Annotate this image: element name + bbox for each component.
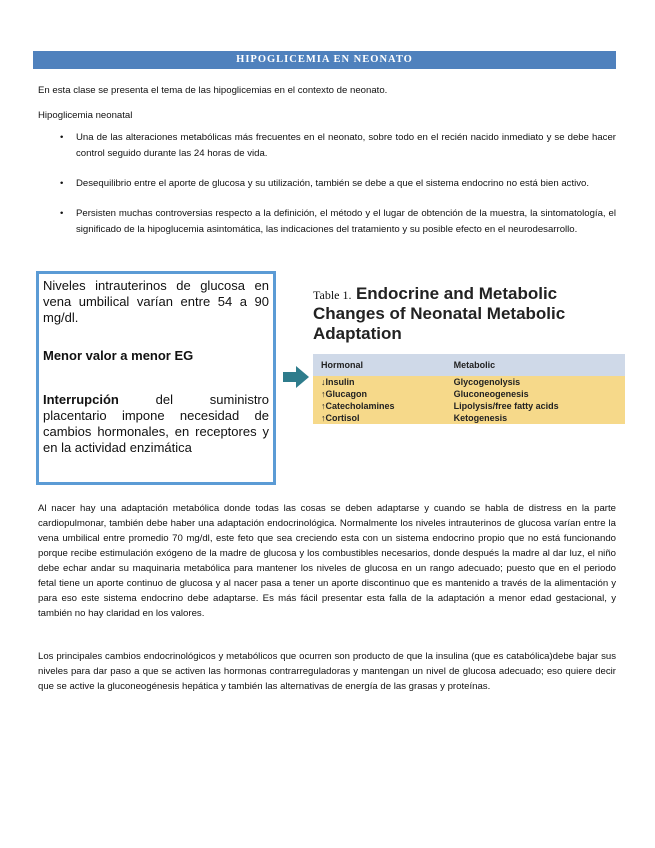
table-row: ↓Insulin Glycogenolysis [313,376,625,388]
bullet-list [38,130,616,252]
intro-text: En esta clase se presenta el tema de las hipoglicemias en el contexto de neonato. [38,85,388,96]
table-header-metabolic: Metabolic [446,354,625,376]
body-paragraph-adaptation: Al nacer hay una adaptación metabólica donde todas las cosas se deben adaptarse y cuando se habla de distress en la parte cardiopulmonar, también debe haber una adaptación endocrinológica. Normalmente los niveles intrauterinos de glucosa varían entre la vena umbilical entre promedio 70 mg/dl, este feto que sea creciendo esta con un sistema endocrino propio que no está funcionando porque recibe estimulación exógeno de la madre de glucosa y los combustibles necesarios, donde después la madre al dar luz, el niño debe echar andar su maquinaria metabólica para mantener los niveles de glucosa en un rango adecuado; puesto que en el periodo fetal tiene un aporte continuo de glucosa y al nacer pasa a tener un aporte discontinuo que es mantenido a través de la alimentación y para eso este sistema endocrino debe adaptarse. Es más fácil presentar esta falla de la adaptación a menor edad gestacional, y también no hay claridad en los valores. [38,503,616,619]
bullet-item: • Persisten muchas controversias respecto a la definición, el método y el lugar de obtención de la muestra, la sintomatología, el significado de la hipoglucemia asintomática, las indicaciones del tratamiento y su posible efecto en el neurodesarrollo. [60,208,616,235]
bullet-item: • Una de las alteraciones metabólicas más frecuentes en el neonato, sobre todo en el recién nacido inmediato y se debe hacer control seguido durante las 24 horas de vida. [60,132,616,159]
slide-lower-ga: Menor valor a menor EG [43,348,194,363]
bullet-item: • Desequilibrio entre el aporte de glucosa y su utilización, también se debe a que el sistema endocrino no está bien activo. [38,176,616,192]
adaptation-table [313,354,625,424]
table-header-hormonal: Hormonal [313,354,446,376]
bullet-icon: • [60,132,64,143]
body-paragraph-changes: Los principales cambios endocrinológicos y metabólicos que ocurren son producto de que la insulina (que es catabólica)debe bajar sus niveles para dar paso a que se activen las hormonas contrarreguladoras y mantengan un nivel de glucosa adecuado; eso quiere decir que se active la gluconeogénesis hepática y también las alternativas de energía de las grasas y proteínas. [38,651,616,692]
table-row: ↑Glucagon Gluconeogenesis [313,388,625,400]
page-title-banner: HIPOGLICEMIA EN NEONATO [33,51,616,69]
table-caption [313,284,623,344]
slide-excerpt-box [36,271,276,485]
bullet-icon: • [60,208,64,219]
table-row: ↑Catecholamines Lipolysis/free fatty acids [313,400,625,412]
table-label: Table 1. [313,288,352,302]
section-heading: Hipoglicemia neonatal [38,110,133,121]
arrow-right-icon [283,366,309,388]
table-title: Endocrine and Metabolic Changes of Neonatal Metabolic Adaptation [313,284,566,343]
table-header-row [313,354,625,376]
table-row: ↑Cortisol Ketogenesis [313,412,625,424]
bullet-icon: • [60,178,64,189]
slide-interruption: Interrupción del suministro placentario impone necesidad de cambios hormonales, en receptores y en la actividad enzimática [43,392,269,455]
slide-glucose-levels: Niveles intrauterinos de glucosa en vena umbilical varían entre 54 a 90 mg/dl. [43,278,269,325]
